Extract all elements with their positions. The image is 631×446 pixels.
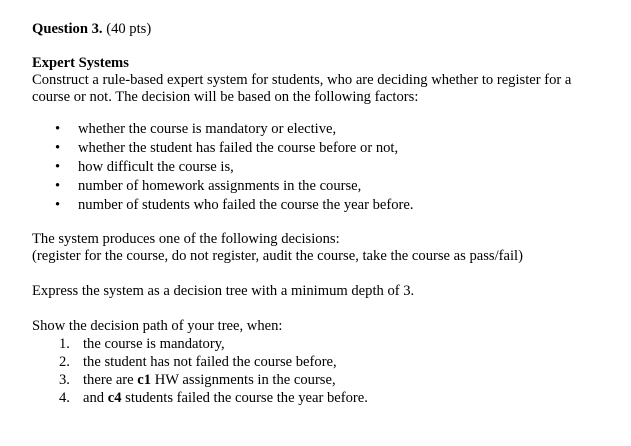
factor-item <box>32 120 612 139</box>
variable-term: c4 <box>107 390 122 406</box>
decision-path-item <box>32 353 612 371</box>
question-title <box>32 21 612 38</box>
bullet-dot-icon: • <box>55 178 61 194</box>
factor-item <box>32 196 612 215</box>
factor-item <box>32 177 612 196</box>
decision-path-item <box>32 371 612 389</box>
decision-path-text: the student has not failed the course before, <box>83 354 337 370</box>
decision-path-list <box>32 335 612 407</box>
bullet-dot-icon: • <box>55 159 61 175</box>
factor-text: number of homework assignments in the course, <box>78 178 362 194</box>
section-heading: Expert Systems <box>32 55 129 71</box>
bullet-dot-icon: • <box>55 197 61 213</box>
decision-path-item <box>32 335 612 353</box>
factor-list <box>32 120 612 215</box>
section-intro: Construct a rule-based expert system for students, who are deciding whether to register for a course or not. The decision will be based on the following factors: <box>32 72 572 105</box>
decision-path-text: HW assignments in the course, <box>151 372 336 388</box>
factor-text: number of students who failed the course the year before. <box>78 197 414 213</box>
bullet-dot-icon: • <box>55 140 61 156</box>
decision-path-number: 1. <box>59 336 70 352</box>
decision-path-text: students failed the course the year before. <box>121 390 368 406</box>
document-page <box>32 21 612 407</box>
variable-term: c1 <box>137 372 152 388</box>
factor-text: how difficult the course is, <box>78 159 234 175</box>
bullet-dot-icon: • <box>55 121 61 137</box>
decisions-intro: The system produces one of the following decisions: <box>32 231 340 247</box>
decision-path-text: and <box>83 390 108 406</box>
decision-path-number: 4. <box>59 390 70 406</box>
decision-path-number: 2. <box>59 354 70 370</box>
factor-text: whether the student has failed the course before or not, <box>78 140 399 156</box>
decision-path-intro: Show the decision path of your tree, when: <box>32 318 283 334</box>
factor-item <box>32 158 612 177</box>
decisions-list: (register for the course, do not register, audit the course, take the course as pass/fail) <box>32 248 523 264</box>
decision-path-text: the course is mandatory, <box>83 336 225 352</box>
decision-path-number: 3. <box>59 372 70 388</box>
express-instruction: Express the system as a decision tree with a minimum depth of 3. <box>32 283 415 299</box>
decision-path-text: there are <box>83 372 138 388</box>
question-label: Question 3. <box>32 21 103 37</box>
factor-item <box>32 139 612 158</box>
decision-path-item <box>32 389 612 407</box>
factor-text: whether the course is mandatory or elective, <box>78 121 337 137</box>
question-points: (40 pts) <box>106 21 152 37</box>
